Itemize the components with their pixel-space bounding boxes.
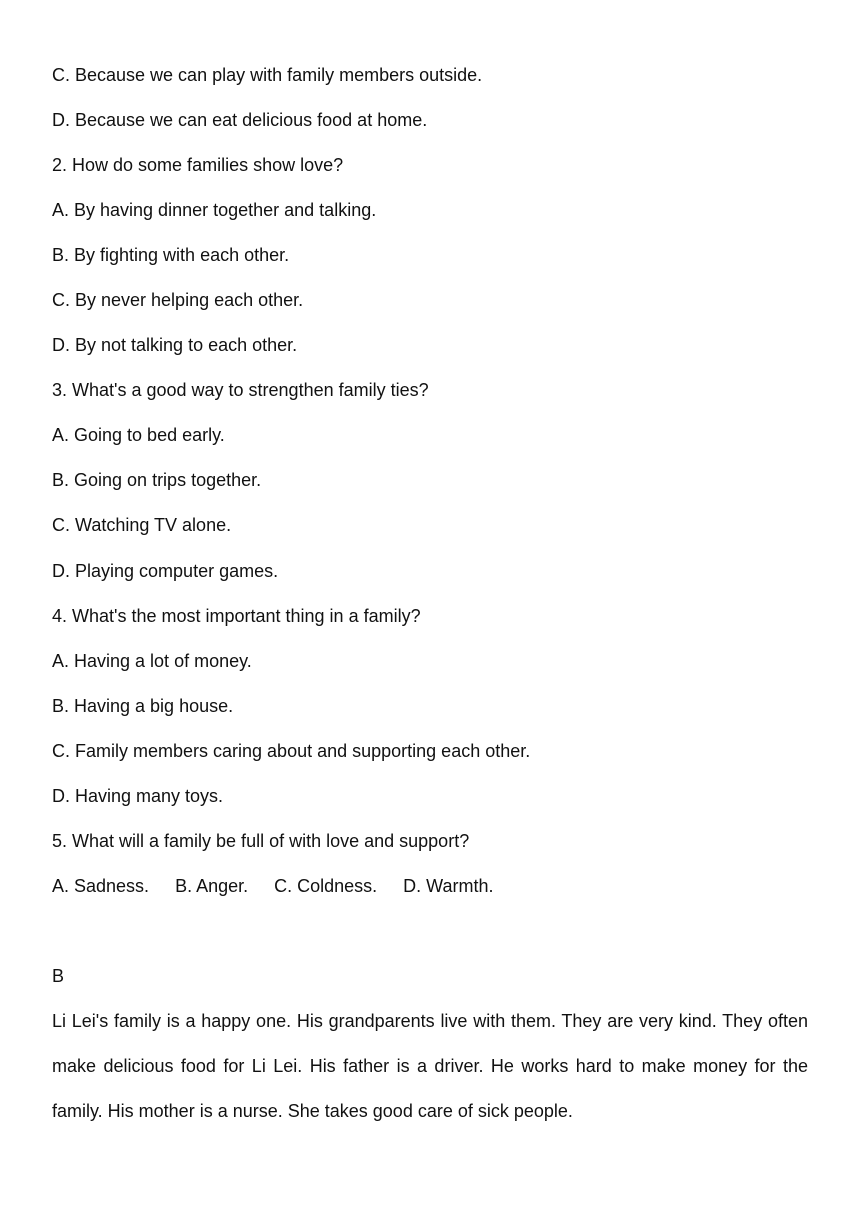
q3-option-d: D. Playing computer games. <box>52 561 279 581</box>
q2-option-a: A. By having dinner together and talking. <box>52 200 377 220</box>
section-b-heading: B <box>52 966 65 986</box>
q1-option-d: D. Because we can eat delicious food at home. <box>52 110 428 130</box>
q5-option-b: B. Anger. <box>175 876 249 896</box>
q4-option-a: A. Having a lot of money. <box>52 651 252 671</box>
q4-option-c: C. Family members caring about and supporting each other. <box>52 741 531 761</box>
q5-option-d: D. Warmth. <box>403 876 494 896</box>
q4-option-b: B. Having a big house. <box>52 696 234 716</box>
q1-option-c: C. Because we can play with family members outside. <box>52 65 483 85</box>
q4-option-d: D. Having many toys. <box>52 786 224 806</box>
q5-option-c: C. Coldness. <box>274 876 378 896</box>
q2-option-d: D. By not talking to each other. <box>52 335 298 355</box>
q3-option-a: A. Going to bed early. <box>52 425 225 445</box>
q2-option-b: B. By fighting with each other. <box>52 245 290 265</box>
section-b-passage: Li Lei's family is a happy one. His grandparents live with them. They are very kind. They often make delicious food for Li Lei. His father is a driver. He works hard to make money for the family. His mother is a nurse. She takes good care of sick people. <box>52 1011 808 1121</box>
q5-option-a: A. Sadness. <box>52 876 150 896</box>
q3-option-c: C. Watching TV alone. <box>52 515 232 535</box>
q2-option-c: C. By never helping each other. <box>52 290 304 310</box>
q3-stem: 3. What's a good way to strengthen family ties? <box>52 380 429 400</box>
q4-stem: 4. What's the most important thing in a family? <box>52 606 421 626</box>
q5-options-row <box>52 874 494 898</box>
q3-option-b: B. Going on trips together. <box>52 470 262 490</box>
q2-stem: 2. How do some families show love? <box>52 155 344 175</box>
q5-stem: 5. What will a family be full of with love and support? <box>52 831 470 851</box>
